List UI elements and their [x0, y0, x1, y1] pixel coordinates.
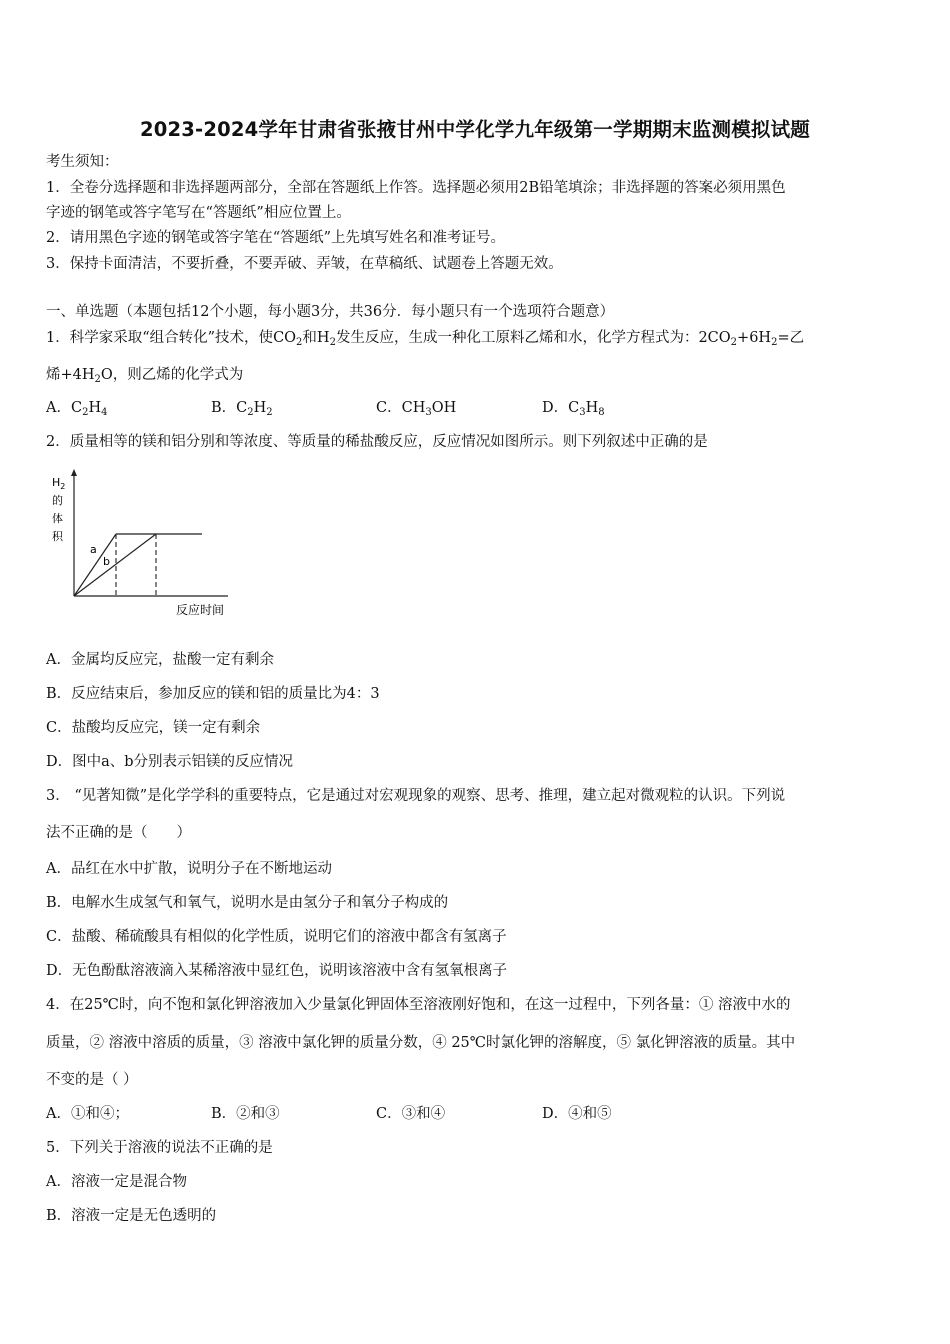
q4-option-d: D．④和⑤: [542, 1106, 612, 1122]
q2-option-a: A．金属均反应完，盐酸一定有剩余: [46, 652, 274, 668]
q4-stem-line-1: 4．在25℃时，向不饱和氯化钾溶液加入少量氯化钾固体至溶液刚好饱和，在这一过程中，下列各量：① 溶液中水的: [46, 997, 791, 1013]
q1-stem-line-2: 烯$+4H_2O$，则乙烯的化学式为: [46, 367, 244, 385]
graph-y-label-ti: 体: [52, 512, 63, 525]
q4-option-b: B．②和③: [211, 1106, 280, 1122]
q5-option-b: B．溶液一定是无色透明的: [46, 1208, 217, 1224]
q2-option-b: B．反应结束后，参加反应的镁和铝的质量比为4：3: [46, 686, 380, 702]
notice-heading: 考生须知：: [46, 154, 119, 170]
notice-line-2: 2．请用黑色字迹的钢笔或答字笔在“答题纸”上先填写姓名和准考证号。: [46, 230, 506, 246]
q5-option-a: A．溶液一定是混合物: [46, 1174, 187, 1190]
q2-stem: 2．质量相等的镁和铝分别和等浓度、等质量的稀盐酸反应，反应情况如图所示。则下列叙述中正确的是: [46, 434, 708, 450]
graph-y-label-de: 的: [52, 494, 63, 507]
q4-option-a: A．①和④；: [46, 1106, 129, 1122]
q4-option-c: C．③和④: [376, 1106, 446, 1122]
graph-y-label-ji: 积: [52, 530, 63, 543]
graph-y-label-h: $H_2$: [52, 476, 66, 491]
q1-option-a: A．$C_2H_4$: [46, 400, 108, 418]
graph-x-label: 反应时间: [176, 603, 225, 617]
notice-line-1a: 1．全卷分选择题和非选择题两部分，全部在答题纸上作答。选择题必须用2B铅笔填涂；非选择题的答案必须用黑色: [46, 180, 786, 196]
q2-option-d: D．图中a、b分别表示铝镁的反应情况: [46, 754, 294, 770]
q3-option-c: C．盐酸、稀硫酸具有相似的化学性质，说明它们的溶液中都含有氢离子: [46, 929, 507, 945]
q5-stem: 5．下列关于溶液的说法不正确的是: [46, 1140, 273, 1156]
q3-option-d: D．无色酚酞溶液滴入某稀溶液中显红色，说明该溶液中含有氢氧根离子: [46, 963, 508, 979]
q1-option-c: C．$CH_3OH$: [376, 400, 457, 418]
q3-stem-line-2: 法不正确的是（ ）: [46, 825, 191, 841]
q2-option-c: C．盐酸均反应完，镁一定有剩余: [46, 720, 261, 736]
graph-label-a: a: [90, 543, 97, 556]
q3-option-b: B．电解水生成氢气和氧气，说明水是由氢分子和氧分子构成的: [46, 895, 449, 911]
q4-stem-line-3: 不变的是（ ）: [46, 1072, 138, 1088]
section-heading: 一、单选题（本题包括12个小题，每小题3分，共36分．每小题只有一个选项符合题意）: [46, 304, 615, 320]
graph-y-arrow: [71, 469, 77, 476]
q1-stem-line-1: 1．科学家采取“组合转化”技术，使$CO_2$和$H_2$发生反应，生成一种化工原料乙烯和水，化学方程式为：$2CO_2+6H_2=$乙: [46, 330, 805, 348]
q2-reaction-graph: [44, 468, 244, 618]
q1-option-b: B．$C_2H_2$: [211, 400, 273, 418]
q1-option-d: D．$C_3H_8$: [542, 400, 605, 418]
q3-option-a: A．品红在水中扩散，说明分子在不断地运动: [46, 861, 332, 877]
graph-label-b: b: [103, 555, 110, 568]
page-title: 2023-2024学年甘肃省张掖甘州中学化学九年级第一学期期末监测模拟试题: [139, 118, 811, 141]
graph-line-b: [74, 534, 156, 596]
notice-line-3: 3．保持卡面清洁，不要折叠，不要弄破、弄皱，在草稿纸、试题卷上答题无效。: [46, 256, 563, 272]
notice-line-1b: 字迹的钢笔或答字笔写在“答题纸”相应位置上。: [46, 205, 351, 221]
q3-stem-line-1: 3． “见著知微”是化学学科的重要特点，它是通过对宏观现象的观察、思考、推理，建立起对微观粒的认识。下列说: [46, 788, 786, 804]
q4-stem-line-2: 质量，② 溶液中溶质的质量，③ 溶液中氯化钾的质量分数，④ 25℃时氯化钾的溶解度，⑤ 氯化钾溶液的质量。其中: [46, 1035, 796, 1051]
